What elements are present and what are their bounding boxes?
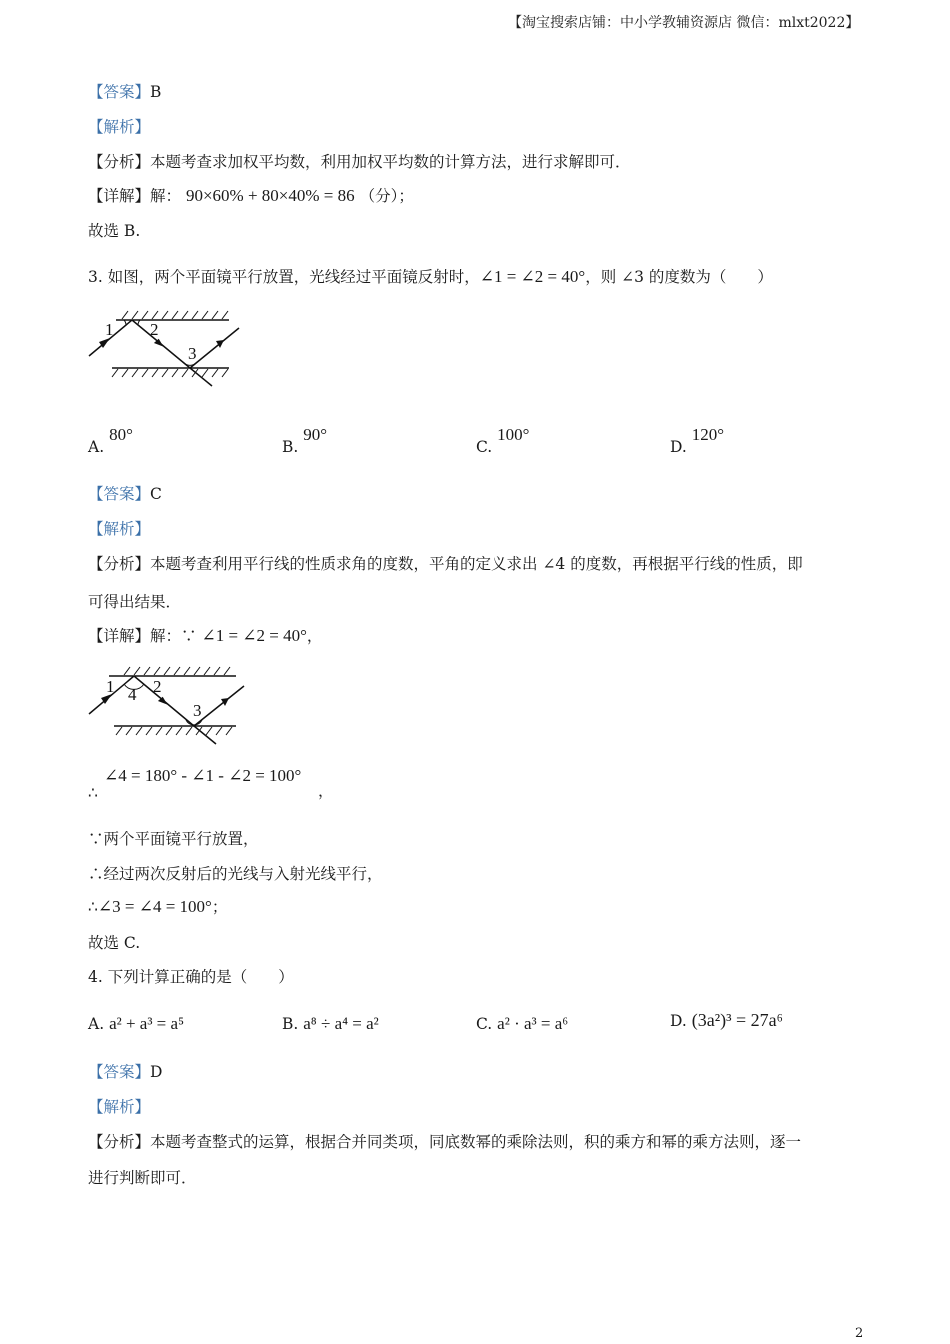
- xiangjie-prefix: 解：: [150, 187, 182, 205]
- q3-conclusion: 故选 C.: [88, 934, 141, 952]
- step2: ∵两个平面镜平行放置，: [88, 830, 259, 848]
- answer-value: B: [150, 83, 162, 101]
- fenxi-tag: 【分析】: [88, 153, 151, 171]
- q2-answer-row: [88, 82, 161, 102]
- q3-option-d[interactable]: [670, 425, 725, 457]
- q4-option-b[interactable]: [282, 1014, 379, 1034]
- q2-conclusion: 故选 B.: [88, 222, 141, 240]
- option-letter: B.: [282, 438, 299, 456]
- option-value: 120°: [691, 425, 725, 444]
- option-letter: C.: [476, 438, 493, 456]
- fenxi-text: 本题考查利用平行线的性质求角的度数，平角的定义求出 ∠4 的度数，再根据平行线的性质，即: [150, 555, 803, 573]
- q4-stem: 4. 下列计算正确的是（ ）: [88, 968, 294, 986]
- q3-stem-math: ∠1 = ∠2 = 40°: [479, 267, 586, 286]
- page-number: 2: [855, 1326, 864, 1341]
- xiangjie-suffix: ，: [306, 627, 323, 645]
- top-mirror-hatch: [124, 667, 230, 675]
- q4-fenxi-line1: [88, 1132, 801, 1152]
- fig1-label-2: 2: [150, 320, 159, 339]
- q3-option-b[interactable]: [282, 425, 328, 457]
- fig2-label-2: 2: [153, 677, 162, 696]
- page-header: 【淘宝搜索店铺：中小学教辅资源店 微信：mlxt2022】: [508, 15, 860, 31]
- step1-suffix: ，: [318, 782, 334, 800]
- option-letter: B.: [282, 1015, 299, 1033]
- fig1-label-3: 3: [188, 344, 197, 363]
- top-mirror-hatch: [122, 311, 228, 319]
- fig2-label-1: 1: [106, 677, 115, 696]
- outgoing-ray: [190, 328, 239, 368]
- q3-option-a[interactable]: [88, 425, 133, 457]
- q3-fenxi-line2: 可得出结果．: [88, 593, 182, 611]
- answer-tag: 【答案】: [88, 1063, 151, 1081]
- extension-line: [190, 368, 212, 386]
- xiangjie-prefix: 解：∵: [150, 627, 202, 645]
- option-value: a² + a³ = a⁵: [109, 1014, 184, 1033]
- q3-stem-b: ，则 ∠3 的度数为（ ）: [585, 268, 773, 286]
- q4-option-c[interactable]: [476, 1014, 568, 1034]
- q3-answer-row: [88, 484, 162, 504]
- option-letter: D.: [670, 1012, 687, 1030]
- option-letter: A.: [88, 1015, 105, 1033]
- option-letter: C.: [476, 1015, 493, 1033]
- step3: ∴经过两次反射后的光线与入射光线平行，: [88, 865, 383, 883]
- step1-math: ∠4 = 180° - ∠1 - ∠2 = 100°: [104, 766, 302, 785]
- q4-option-a[interactable]: [88, 1014, 184, 1034]
- step1-therefore: ∴: [88, 784, 98, 802]
- xiangjie-tag: 【详解】: [88, 187, 151, 205]
- q3-fenxi-line1: [88, 554, 803, 574]
- q2-fenxi: [88, 152, 631, 172]
- fig2-label-4: 4: [128, 685, 137, 704]
- q3-option-c[interactable]: [476, 425, 530, 457]
- fenxi-text: 本题考查整式的运算，根据合并同类项，同底数幂的乘除法则，积的乘方和幂的乘方法则，逐一: [150, 1133, 802, 1151]
- xiangjie-math: 90×60% + 80×40% = 86: [185, 186, 355, 205]
- xiangjie-suffix: （分）；: [359, 187, 414, 205]
- ray-arrows: [99, 338, 224, 348]
- option-value: 90°: [303, 425, 328, 444]
- q2-xiangjie: [88, 186, 414, 206]
- option-letter: A.: [88, 438, 105, 456]
- bottom-mirror-hatch: [112, 369, 228, 377]
- option-value: 100°: [497, 425, 530, 444]
- fenxi-text: 本题考查求加权平均数，利用加权平均数的计算方法，进行求解即可．: [150, 153, 631, 171]
- q3-stem: [88, 267, 773, 287]
- q4-fenxi-line2: 进行判断即可．: [88, 1169, 197, 1187]
- step4-math: ∠3 = ∠4 = 100°: [97, 897, 212, 916]
- option-value: 80°: [109, 425, 133, 444]
- option-value: (3a²)³ = 27a⁶: [691, 1010, 783, 1030]
- q4-option-d[interactable]: [670, 1010, 783, 1031]
- step4-prefix: ∴: [88, 898, 98, 916]
- q3-stem-a: 3. 如图，两个平面镜平行放置，光线经过平面镜反射时，: [88, 268, 480, 286]
- fenxi-tag: 【分析】: [88, 555, 151, 573]
- fig2-label-3: 3: [193, 701, 202, 720]
- option-letter: D.: [670, 438, 687, 456]
- answer-tag: 【答案】: [88, 83, 151, 101]
- q4-answer-row: [88, 1062, 162, 1082]
- step1-formula: [104, 766, 301, 786]
- bottom-mirror-hatch: [116, 727, 232, 735]
- step4-suffix: ；: [211, 898, 228, 916]
- answer-value: D: [150, 1063, 163, 1081]
- analysis-tag: 【解析】: [88, 118, 151, 136]
- mirror-figure-1: [84, 308, 254, 392]
- fig1-label-1: 1: [105, 320, 114, 339]
- option-value: a² · a³ = a⁶: [497, 1014, 569, 1033]
- xiangjie-tag: 【详解】: [88, 627, 151, 645]
- answer-tag: 【答案】: [88, 485, 151, 503]
- ray-arrows: [101, 694, 229, 706]
- option-value: a⁸ ÷ a⁴ = a²: [303, 1014, 379, 1033]
- xiangjie-math: ∠1 = ∠2 = 40°: [201, 626, 307, 645]
- analysis-tag: 【解析】: [88, 1098, 151, 1116]
- q3-xiangjie: [88, 626, 322, 646]
- mirror-figure-2: [84, 662, 259, 748]
- answer-value: C: [150, 485, 162, 503]
- analysis-tag: 【解析】: [88, 520, 151, 538]
- step4: [88, 897, 227, 917]
- extension-line: [194, 726, 216, 744]
- fenxi-tag: 【分析】: [88, 1133, 151, 1151]
